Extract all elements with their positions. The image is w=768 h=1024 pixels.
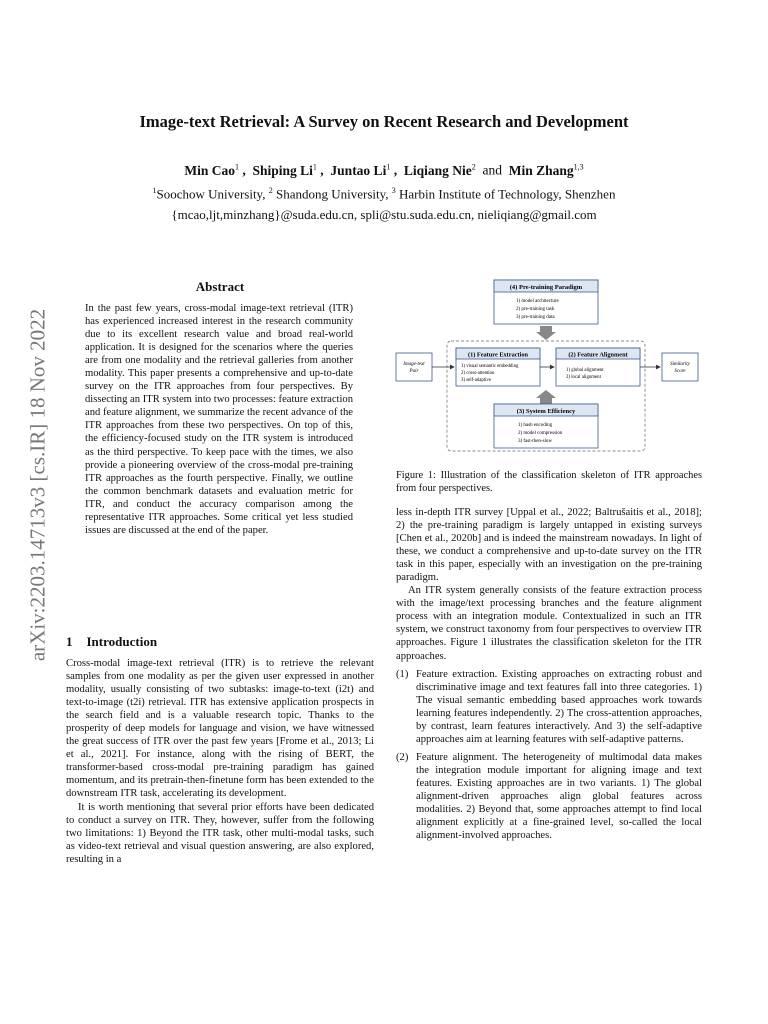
author: Min Cao$^1$ bbox=[184, 162, 239, 178]
paragraph: less in-depth ITR survey [Uppal et al., 2022; Baltrušaitis et al., 2018]; 2) the pre-training paradigm is largely untapped in existing surveys [Chen et al., 2020b] and is indeed the mainstream nowadays. In light of these, we conduct a comprehensive and up-to-date survey on the ITR task in this paper, especially with an investigation on the pre-training paradigm. bbox=[396, 507, 702, 584]
paper-title: Image-text Retrieval: A Survey on Recent Research and Development bbox=[139, 112, 629, 131]
authors-and: and bbox=[482, 162, 502, 178]
arrow-up-icon bbox=[536, 390, 556, 404]
abstract-text: In the past few years, cross-modal image-text retrieval (ITR) has experienced increased interest in the research community due to its excellent research value and broad real-world application. It is designed for the scenarios where the queries are from one modality and the retrieval galleries from another modality. This paper presents a comprehensive and up-to-date survey on the ITR approaches from four perspectives. By dissecting an ITR system into two processes: feature extraction and feature alignment, we summarize the recent advance of the ITR approaches from these two perspectives. On top of this, the efficiency-focused study on the ITR system is introduced as the third perspective. To keep pace with the times, we also provide a pioneering overview of the cross-modal pre-training ITR approaches as the fourth perspective. Finally, we outline the common benchmark datasets and evaluation metric for ITR, and conduct the accuracy comparison among the representative ITR approaches. Some critical yet less studied issues are discussed at the end of the paper. bbox=[85, 303, 353, 536]
arrow-down-icon bbox=[536, 326, 556, 340]
system-efficiency-title: (3) System Efficiency bbox=[516, 408, 576, 415]
feature-alignment-title: (2) Feature Alignment bbox=[568, 351, 628, 359]
svg-text:Pair: Pair bbox=[409, 369, 419, 374]
svg-text:2) local alignment: 2) local alignment bbox=[566, 375, 601, 380]
enumerated-item: (2) Feature alignment. The heterogeneity of multimodal data makes the integration module important for aligning image and text features. Existing approaches are in two variants. 1) The global alignment-driven approaches align global features across modalities. 2) Beyond that, some approaches attempt to find local alignment explicitly at a fine-grained level, so-called the local alignment-involved approaches. bbox=[396, 751, 702, 842]
enumerated-item: (1) Feature extraction. Existing approaches on extracting robust and discriminative image and text features fall into three categories. 1) The visual semantic embedding based approaches work towards learning features independently. 2) The cross-attention approaches, by contrast, learn features interactively. And 3) the self-adaptive approaches aim at learning features with self-adaptive patterns. bbox=[396, 668, 702, 745]
svg-text:3) pre-training data: 3) pre-training data bbox=[516, 315, 555, 320]
svg-text:1) hash encoding: 1) hash encoding bbox=[518, 423, 553, 428]
feature-extraction-box bbox=[456, 348, 540, 386]
svg-text:Score: Score bbox=[674, 369, 686, 374]
pretraining-title: (4) Pre-training Paradigm bbox=[509, 284, 583, 291]
svg-text:2) cross-attention: 2) cross-attention bbox=[461, 371, 495, 376]
paragraph: Cross-modal image-text retrieval (ITR) is to retrieve the relevant samples from one modality as per the given user expressed in another modality, usually consisting of two subtasks: image-to-text (i2t) and text-to-image (t2i) retrieval. ITR has extensive application prospects in the search field and is a valuable research topic. Thanks to the prosperity of deep models for language and vision, we have witnessed the great success of ITR over the past few years [Frome et al., 2013; Li et al., 2021]. For instance, along with the rising of BERT, the transformer-based cross-modal pre-training paradigm has gained momentum, and its pretrain-then-finetune form has been extended to the downstream ITR task, accelerating its development. bbox=[66, 658, 374, 800]
feature-extraction-title: (1) Feature Extraction bbox=[467, 351, 529, 359]
system-efficiency-box bbox=[494, 404, 598, 448]
section-heading-introduction: 1 Introduction bbox=[66, 634, 158, 649]
paragraph: An ITR system generally consists of the feature extraction process with the image/text processing branches and the feature alignment process with an integration module. Contextualized in such an ITR system, we construct taxonomy from four perspectives to overview ITR approaches. Figure 1 illustrates the classification skeleton for the ITR approaches. bbox=[396, 585, 702, 662]
output-box bbox=[662, 353, 698, 381]
arxiv-id: arXiv:2203.14713v3 [cs.IR] 18 Nov 2022 bbox=[25, 308, 50, 662]
feature-alignment-box bbox=[556, 348, 640, 386]
paragraph: It is worth mentioning that several prior efforts have been dedicated to conduct a survey on ITR. They, however, suffer from the following two limitations: 1) Beyond the ITR task, other multi-modal tasks, such as video-text retrieval and visual question answering, are also explored, resulting in a bbox=[66, 801, 374, 865]
svg-text:3) fast-then-slow: 3) fast-then-slow bbox=[518, 439, 553, 444]
introduction-body bbox=[66, 657, 374, 866]
arxiv-stamp bbox=[18, 270, 58, 700]
pretraining-paradigm-box bbox=[494, 280, 598, 324]
svg-text:2) pre-training task: 2) pre-training task bbox=[516, 307, 555, 312]
input-box bbox=[396, 353, 432, 381]
author: Min Zhang$^{1,3}$ bbox=[508, 162, 584, 178]
figure-caption: Figure 1: Illustration of the classification skeleton of ITR approaches from four perspectives. bbox=[396, 470, 702, 494]
svg-text:2) model compression: 2) model compression bbox=[518, 431, 563, 436]
author: Liqiang Nie$^2$ bbox=[403, 162, 476, 178]
svg-text:Image-text: Image-text bbox=[403, 362, 425, 367]
svg-text:3) self-adaptive: 3) self-adaptive bbox=[461, 378, 491, 383]
svg-text:1) visual semantic embedding: 1) visual semantic embedding bbox=[461, 364, 519, 369]
affiliations: $^1$Soochow University, $^2$ Shandong University, $^3$ Harbin Institute of Technology, Shenzhen bbox=[152, 186, 616, 202]
author: Shiping Li$^1$ bbox=[252, 162, 317, 178]
svg-text:1) global alignment: 1) global alignment bbox=[566, 368, 604, 373]
author: Juntao Li$^1$ bbox=[330, 162, 391, 178]
abstract-heading: Abstract bbox=[195, 279, 245, 294]
figure-1-diagram bbox=[394, 278, 702, 460]
right-column-body bbox=[396, 506, 702, 842]
svg-text:Similarity: Similarity bbox=[670, 362, 690, 367]
svg-text:1) model architecture: 1) model architecture bbox=[516, 299, 559, 304]
email-addresses: {mcao,ljt,minzhang}@suda.edu.cn, spli@stu.suda.edu.cn, nieliqiang@gmail.com bbox=[171, 207, 597, 222]
author-list: Min Cao$^1$ , Shiping Li$^1$ , Juntao Li$^1$ , Liqiang Nie$^2$ and Min Zhang$^{1,3}$ bbox=[184, 162, 584, 178]
